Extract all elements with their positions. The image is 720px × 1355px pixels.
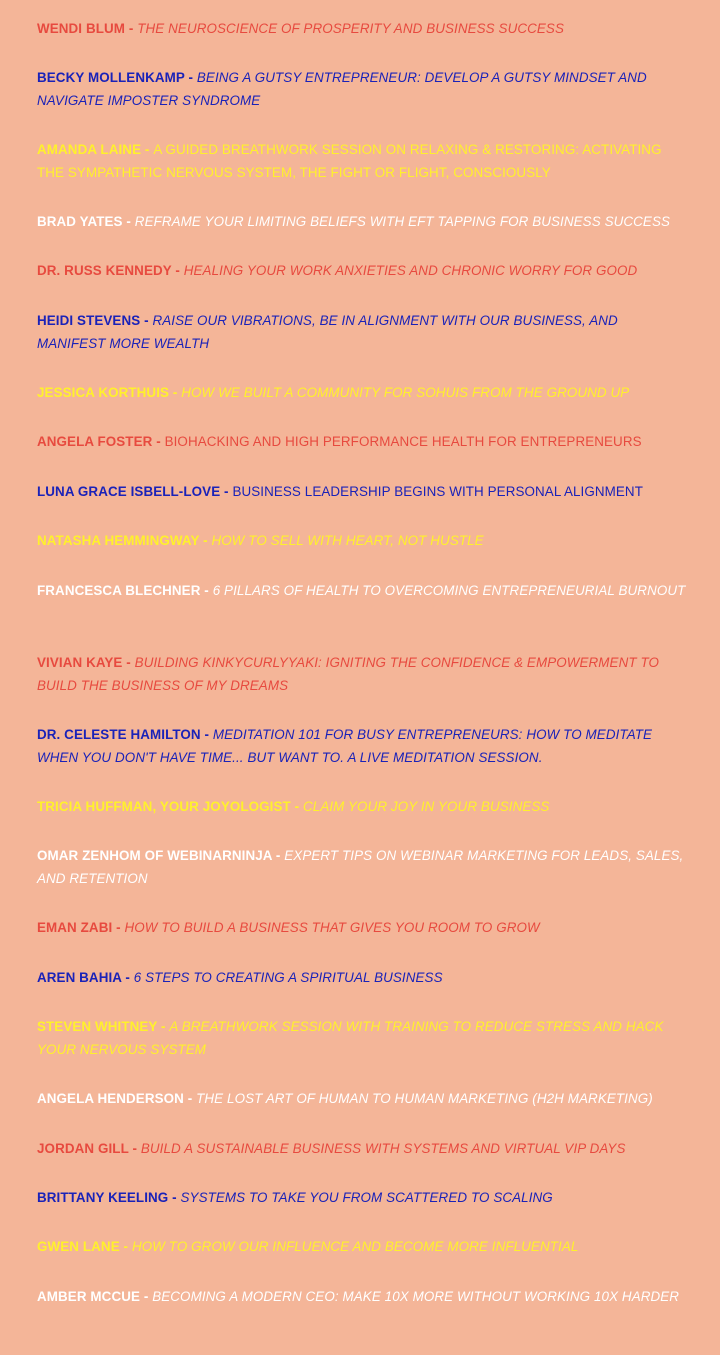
separator: - — [122, 214, 135, 229]
speaker-name: EMAN ZABI — [37, 920, 113, 935]
speaker-name: BRITTANY KEELING — [37, 1190, 169, 1205]
separator: - — [200, 727, 213, 742]
session-item — [37, 845, 687, 890]
speaker-name: HEIDI STEVENS — [37, 313, 141, 328]
speaker-name: WENDI BLUM — [37, 21, 126, 36]
separator: - — [125, 21, 138, 36]
separator: - — [184, 70, 197, 85]
talk-title: HOW TO GROW OUR INFLUENCE AND BECOME MORE INFLUENTIAL — [131, 1239, 579, 1254]
talk-title: 6 PILLARS OF HEALTH TO OVERCOMING ENTREPRENEURIAL BURNOUT — [212, 583, 686, 598]
talk-title: HOW TO SELL WITH HEART, NOT HUSTLE — [211, 533, 484, 548]
separator: - — [220, 484, 233, 499]
speaker-name: DR. RUSS KENNEDY — [37, 263, 172, 278]
talk-title: HOW TO BUILD A BUSINESS THAT GIVES YOU ROOM TO GROW — [124, 920, 540, 935]
separator: - — [171, 263, 184, 278]
talk-title: MEDITATION 101 FOR BUSY ENTREPRENEURS: HOW TO MEDITATE WHEN YOU DON'T HAVE TIME... BUT WANT TO. A LIVE MEDITATION SESSION. — [37, 727, 653, 765]
speaker-name: GWEN LANE — [37, 1239, 120, 1254]
session-item — [37, 18, 687, 41]
separator: - — [169, 385, 182, 400]
session-item — [37, 67, 687, 112]
talk-title: BECOMING A MODERN CEO: MAKE 10X MORE WITHOUT WORKING 10X HARDER — [152, 1289, 680, 1304]
separator: - — [290, 799, 304, 814]
talk-title: REFRAME YOUR LIMITING BELIEFS WITH EFT TAPPING FOR BUSINESS SUCCESS — [134, 214, 671, 229]
session-item — [37, 1236, 687, 1259]
session-item — [37, 1088, 687, 1111]
talk-title: CLAIM YOUR JOY IN YOUR BUSINESS — [303, 799, 550, 814]
separator: - — [140, 313, 153, 328]
speaker-name: STEVEN WHITNEY — [37, 1019, 158, 1034]
session-item — [37, 211, 687, 234]
speaker-name: TRICIA HUFFMAN, YOUR JOYOLOGIST — [37, 799, 291, 814]
speaker-name: FRANCESCA BLECHNER — [37, 583, 201, 598]
session-item — [37, 310, 687, 355]
session-item — [37, 1138, 687, 1161]
speaker-name: JORDAN GILL — [37, 1141, 129, 1156]
talk-title: THE LOST ART OF HUMAN TO HUMAN MARKETING (H2H MARKETING) — [196, 1091, 653, 1106]
session-item — [37, 967, 687, 990]
speaker-name: LUNA GRACE ISBELL-LOVE — [37, 484, 221, 499]
talk-title: BUILD A SUSTAINABLE BUSINESS WITH SYSTEMS AND VIRTUAL VIP DAYS — [140, 1141, 626, 1156]
talk-title: EXPERT TIPS ON WEBINAR MARKETING FOR LEADS, SALES, AND RETENTION — [37, 848, 684, 886]
separator: - — [199, 533, 212, 548]
session-item — [37, 1187, 687, 1210]
session-item — [37, 1286, 687, 1309]
separator: - — [140, 1289, 153, 1304]
talk-title: RAISE OUR VIBRATIONS, BE IN ALIGNMENT WITH OUR BUSINESS, AND MANIFEST MORE WEALTH — [37, 313, 618, 351]
talk-title: BUILDING KINKYCURLYYAKI: IGNITING THE CONFIDENCE & EMPOWERMENT TO BUILD THE BUSINESS OF MY DREAMS — [37, 655, 660, 693]
separator: - — [168, 1190, 181, 1205]
session-item — [37, 1016, 687, 1061]
session-item — [37, 796, 687, 819]
session-item — [37, 917, 687, 940]
speaker-name: ANGELA HENDERSON — [37, 1091, 184, 1106]
separator: - — [200, 583, 213, 598]
talk-title: BIOHACKING AND HIGH PERFORMANCE HEALTH FOR ENTREPRENEURS — [164, 434, 642, 449]
talk-title: BUSINESS LEADERSHIP BEGINS WITH PERSONAL ALIGNMENT — [232, 484, 643, 499]
session-item — [37, 724, 687, 769]
session-item — [37, 580, 687, 603]
talk-title: A GUIDED BREATHWORK SESSION ON RELAXING & RESTORING: ACTIVATING THE SYMPATHETIC NERVOUS SYSTEM, THE FIGHT OR FLIGHT, CONSCIOUSLY — [37, 142, 662, 180]
separator: - — [128, 1141, 141, 1156]
talk-title: BEING A GUTSY ENTREPRENEUR: DEVELOP A GUTSY MINDSET AND NAVIGATE IMPOSTER SYNDROME — [37, 70, 647, 108]
separator: - — [152, 434, 165, 449]
speaker-name: AMANDA LAINE — [37, 142, 142, 157]
speaker-name: ANGELA FOSTER — [37, 434, 153, 449]
talk-title: SYSTEMS TO TAKE YOU FROM SCATTERED TO SCALING — [180, 1190, 553, 1205]
separator: - — [112, 920, 125, 935]
session-item — [37, 431, 687, 454]
speaker-name: DR. CELESTE HAMILTON — [37, 727, 201, 742]
talk-title: 6 STEPS TO CREATING A SPIRITUAL BUSINESS — [133, 970, 443, 985]
separator: - — [119, 1239, 132, 1254]
separator: - — [122, 655, 135, 670]
separator: - — [121, 970, 134, 985]
speaker-name: BECKY MOLLENKAMP — [37, 70, 185, 85]
speaker-name: VIVIAN KAYE — [37, 655, 123, 670]
speaker-name: NATASHA HEMMINGWAY — [37, 533, 200, 548]
talk-title: A BREATHWORK SESSION WITH TRAINING TO REDUCE STRESS AND HACK YOUR NERVOUS SYSTEM — [37, 1019, 664, 1057]
session-item — [37, 481, 687, 504]
speaker-name: AREN BAHIA — [37, 970, 122, 985]
speaker-name: OMAR ZENHOM OF WEBINARNINJA — [37, 848, 273, 863]
session-item — [37, 530, 687, 553]
separator: - — [157, 1019, 170, 1034]
separator: - — [272, 848, 285, 863]
talk-title: THE NEUROSCIENCE OF PROSPERITY AND BUSINESS SUCCESS — [137, 21, 564, 36]
talk-title: HOW WE BUILT A COMMUNITY FOR SOHUIS FROM THE GROUND UP — [181, 385, 630, 400]
speaker-name: BRAD YATES — [37, 214, 123, 229]
session-item — [37, 652, 687, 697]
speaker-name: JESSICA KORTHUIS — [37, 385, 170, 400]
speaker-name: AMBER MCCUE — [37, 1289, 141, 1304]
separator: - — [183, 1091, 197, 1106]
session-item — [37, 382, 687, 405]
talk-title: HEALING YOUR WORK ANXIETIES AND CHRONIC WORRY FOR GOOD — [183, 263, 638, 278]
session-item — [37, 139, 687, 184]
separator: - — [141, 142, 154, 157]
session-item — [37, 260, 687, 283]
